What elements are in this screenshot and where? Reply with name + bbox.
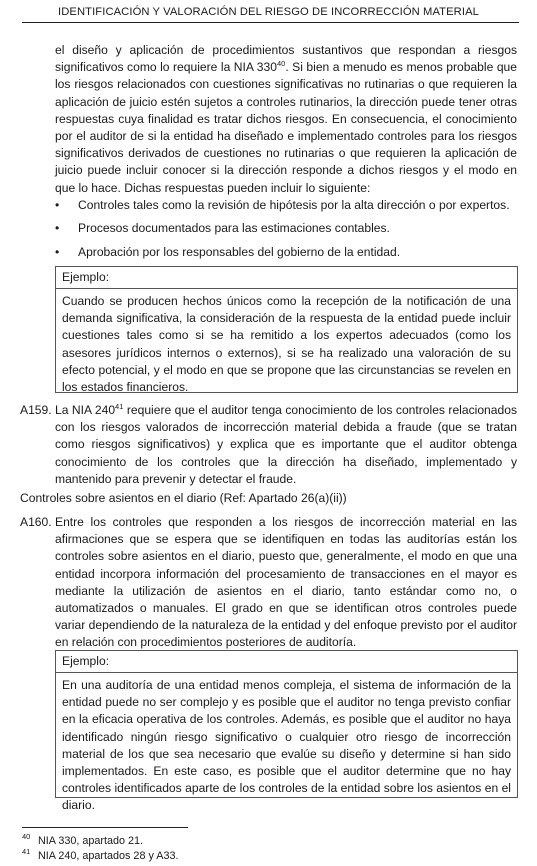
bullet-item: Aprobación por los responsables del gobierno de la entidad. [78,245,401,259]
intro-text-before: el diseño y aplicación de procedimientos sustantivos que respondan a riesgos significativos como lo requiere la NIA 330 [55,43,517,75]
footnote-41: 41 NIA 240, apartados 28 y A33. [22,847,179,862]
intro-paragraph [55,42,517,197]
footnote-text: NIA 240, apartados 28 y A33. [38,850,179,862]
footnote-rule [22,827,188,828]
example-box-1 [55,266,518,393]
footnote-ref-41[interactable]: 41 [115,401,124,411]
intro-text-after: . Si bien a menudo es menos probable que los riesgos relacionados con cuestiones significativas no rutinarias o que requieren la aplicación de juicio estén sujetos a controles rutinarios, la dirección puede tener otras respuestas cuya finalidad es tratar dichos riesgos. En consecuencia, el conocimiento por el auditor de si la entidad ha diseñado e implementado controles para los riesgos significativos derivados de cuestiones no rutinarias o que requieren la aplicación de juicio puede incluir conocer si la dirección responde a dichos riesgos y el modo en que lo hace. Dichas respuestas pueden incluir lo siguiente: [55,60,517,195]
header-rule [22,22,519,23]
page-header: IDENTIFICACIÓN Y VALORACIÓN DEL RIESGO DE INCORRECCIÓN MATERIAL [58,6,479,18]
a159-text-before: La NIA 240 [55,403,116,417]
example-body: Cuando se producen hechos únicos como la recepción de la notificación de una demanda significativa, la consideración de la respuesta de la entidad puede incluir cuestiones tales como si se ha remitido a los expertos adecuados (como los asesores jurídicos internos o externos), si se ha realizado una valoración de su efecto potencial, y el modo en que se propone que las circunstancias se revelen en los estados financieros. [62,294,511,395]
footnote-40: 40 NIA 330, apartado 21. [22,832,144,847]
footnote-ref-40[interactable]: 40 [276,59,286,69]
example-heading: Ejemplo: [56,651,517,673]
example-body: En una auditoría de una entidad menos compleja, el sistema de información de la entidad puede no ser complejo y es posible que el auditor no tenga previsto confiar en la eficacia operativa de los controles. Además, es posible que el auditor no haya identificado ningún riesgo significativo o cualquier otro riesgo de incorrección material de los que sea necesario que evalúe su diseño y determine si han sido implementados. En este caso, es posible que el auditor determine que no hay controles identificados aparte de los controles de la entidad sobre los asientos en el diario. [62,678,511,813]
footnote-text: NIA 330, apartado 21. [38,835,144,847]
a159-text-after: requiere que el auditor tenga conocimiento de los controles relacionados con los riesgos valorados de incorrección material debida a fraude (que se tratan como riesgos significativos) y explica que es importante que el auditor obtenga conocimiento de los controles que la dirección ha diseñado, implementado y mantenido para prevenir y detectar el fraude. [55,403,518,486]
example-box-2 [55,650,518,813]
paragraph-a160: Entre los controles que responden a los riesgos de incorrección material en las afirmaciones que se espera que se identifiquen en todas las auditorías están los controles sobre asientos en el diario, puesto que, generalmente, el modo en que una entidad incorpora información del procesamiento de transacciones en el mayor es mediante la utilización de asientos en el diario, tanto estándar como no, o automatizados o manuales. El grado en que se identifican otros controles puede variar dependiendo de la naturaleza de la entidad y del enfoque previsto por el auditor en relación con procedimientos posteriores de auditoría. [55,515,517,650]
bullet-symbol: • [55,221,60,235]
bullet-symbol: • [55,198,60,212]
bullet-item: Controles tales como la revisión de hipótesis por la alta dirección o por expertos. [78,198,510,212]
section-subheading: Controles sobre asientos en el diario (Ref: Apartado 26(a)(ii)) [20,491,347,505]
paragraph-label-a160: A160. [20,515,52,529]
paragraph-a159 [55,402,517,488]
example-heading: Ejemplo: [56,267,517,289]
bullet-symbol: • [55,245,60,259]
paragraph-label-a159: A159. [20,403,52,417]
bullet-item: Procesos documentados para las estimaciones contables. [78,221,390,235]
